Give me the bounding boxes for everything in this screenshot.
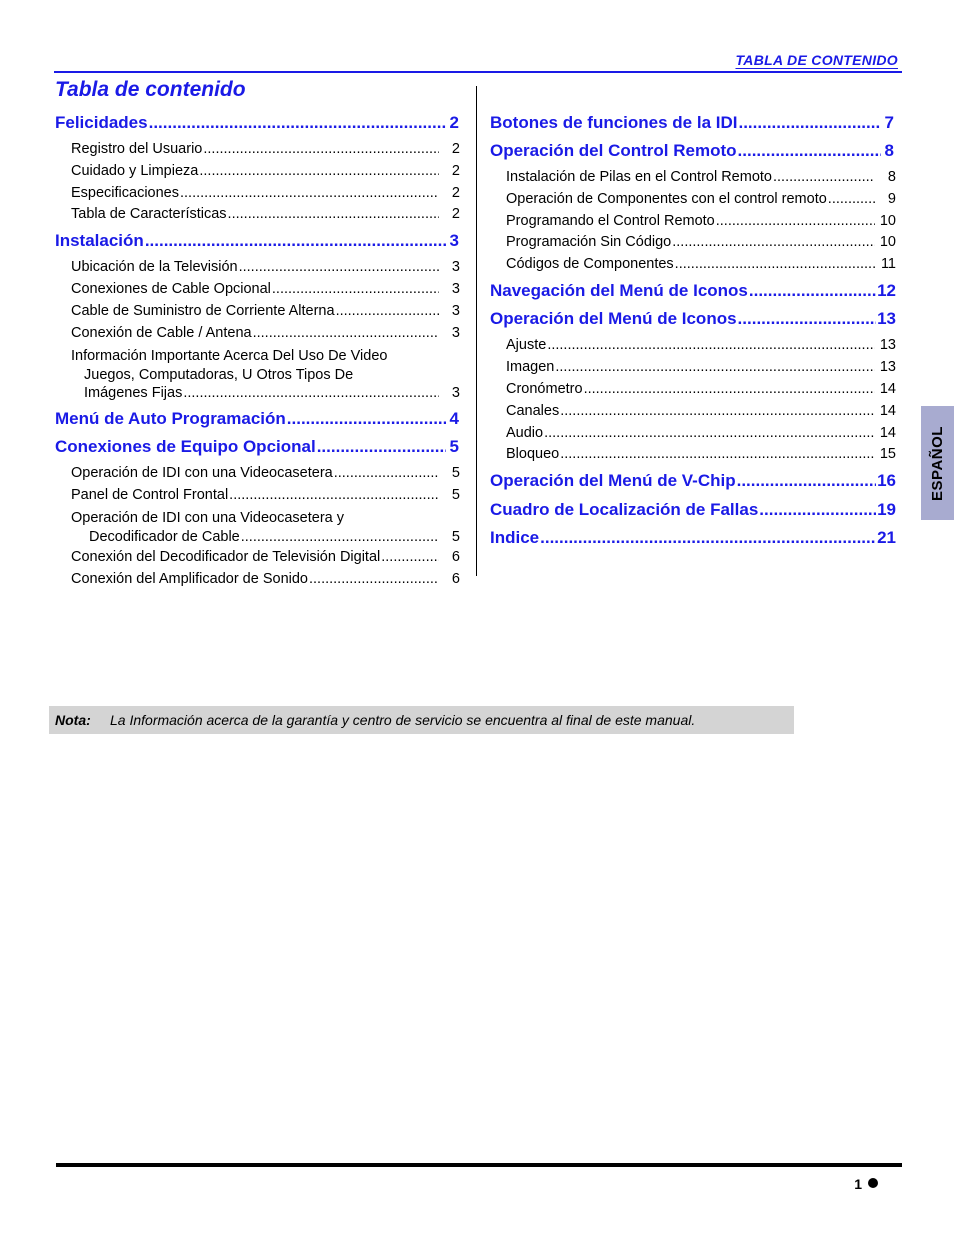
toc-label: Operación del Control Remoto — [490, 141, 737, 160]
bullet-icon — [868, 1178, 878, 1188]
toc-entry-ajuste[interactable] — [506, 337, 896, 357]
leader-dots — [759, 500, 876, 520]
toc-label: Botones de funciones de la IDI — [490, 113, 738, 132]
leader-dots — [540, 528, 876, 548]
toc-page: 5 — [449, 437, 459, 456]
toc-page: 14 — [879, 381, 896, 397]
toc-entry-instalacion[interactable] — [55, 231, 459, 253]
note-text: La Información acerca de la garantía y centro de servicio se encuentra al final de este manual. — [110, 712, 696, 728]
toc-page: 3 — [449, 231, 459, 250]
toc-entry-decodificador[interactable] — [71, 549, 460, 569]
toc-page: 3 — [451, 385, 460, 401]
toc-entry-idi-video-deco[interactable] — [71, 509, 460, 546]
toc-label: Tabla de Características — [71, 206, 227, 222]
toc-page: 8 — [887, 169, 896, 185]
toc-entry-navegacion[interactable] — [490, 281, 896, 303]
toc-entry-conexiones-equipo[interactable] — [55, 437, 459, 459]
toc-label: Cronómetro — [506, 381, 583, 397]
toc-entry-tabla-caracteristicas[interactable] — [71, 206, 460, 226]
toc-page: 6 — [451, 549, 460, 565]
leader-dots — [183, 384, 439, 403]
toc-entry-vchip[interactable] — [490, 471, 896, 493]
toc-page: 2 — [449, 113, 459, 132]
toc-label: Indice — [490, 528, 540, 547]
toc-entry-componentes[interactable] — [506, 191, 896, 211]
toc-entry-sin-codigo[interactable] — [506, 234, 896, 254]
toc-page: 5 — [451, 528, 460, 545]
toc-label: Operación del Menú de V-Chip — [490, 471, 736, 490]
leader-dots — [555, 359, 875, 375]
leader-dots — [309, 571, 439, 587]
toc-entry-pilas[interactable] — [506, 169, 896, 189]
toc-label: Cable de Suministro de Corriente Alterna — [71, 303, 335, 319]
leader-dots — [716, 213, 875, 229]
leader-dots — [180, 185, 439, 201]
toc-label-line: Imágenes Fijas — [84, 385, 183, 401]
toc-label: Cuadro de Localización de Fallas — [490, 500, 759, 519]
toc-label: Operación de Componentes con el control remoto — [506, 191, 827, 207]
toc-label: Códigos de Componentes — [506, 256, 674, 272]
toc-page: 9 — [887, 191, 896, 207]
toc-page: 13 — [877, 309, 896, 328]
toc-page: 3 — [451, 281, 460, 297]
toc-label: Cuidado y Limpieza — [71, 163, 199, 179]
leader-dots — [560, 403, 875, 419]
leader-dots — [737, 471, 876, 491]
leader-dots — [199, 163, 439, 179]
toc-entry-operacion-menu[interactable] — [490, 309, 896, 331]
leader-dots — [145, 231, 446, 251]
toc-entry-imagen[interactable] — [506, 359, 896, 379]
leader-dots — [381, 549, 439, 565]
leader-dots — [584, 381, 875, 397]
toc-label: Navegación del Menú de Iconos — [490, 281, 748, 300]
toc-label: Ajuste — [506, 337, 547, 353]
toc-page: 3 — [451, 303, 460, 319]
toc-page: 19 — [877, 500, 896, 519]
toc-page: 13 — [879, 359, 896, 375]
toc-entry-botones[interactable] — [490, 113, 894, 135]
leader-dots — [738, 141, 881, 161]
toc-label: Instalación — [55, 231, 144, 250]
toc-label-last-line — [71, 384, 460, 403]
toc-page: 10 — [879, 213, 896, 229]
leader-dots — [672, 234, 875, 250]
header-rule — [54, 71, 902, 73]
toc-label: Audio — [506, 425, 544, 441]
toc-page: 6 — [451, 571, 460, 587]
toc-page: 12 — [877, 281, 896, 300]
toc-entry-info-importante[interactable] — [71, 347, 460, 403]
toc-entry-conexion-antena[interactable] — [71, 325, 460, 345]
toc-page: 2 — [451, 185, 460, 201]
leader-dots — [149, 113, 446, 133]
leader-dots — [239, 259, 439, 275]
toc-entry-canales[interactable] — [506, 403, 896, 423]
toc-label: Registro del Usuario — [71, 141, 203, 157]
leader-dots — [203, 141, 439, 157]
toc-label: Bloqueo — [506, 446, 560, 462]
toc-entry-bloqueo[interactable] — [506, 446, 896, 466]
toc-label: Operación de IDI con una Videocasetera — [71, 465, 333, 481]
toc-page: 16 — [877, 471, 896, 490]
toc-label: Panel de Control Frontal — [71, 487, 229, 503]
leader-dots — [547, 337, 875, 353]
toc-entry-ubicacion[interactable] — [71, 259, 460, 279]
leader-dots — [336, 303, 439, 319]
toc-label: Imagen — [506, 359, 555, 375]
toc-label-line: Operación de IDI con una Videocasetera y — [71, 510, 344, 526]
toc-label-line: Información Importante Acerca Del Uso De Video — [71, 348, 388, 364]
leader-dots — [675, 256, 875, 272]
toc-entry-idi-videocasetera[interactable] — [71, 465, 460, 485]
toc-page: 2 — [451, 163, 460, 179]
leader-dots — [749, 281, 876, 301]
toc-page: 21 — [877, 528, 896, 547]
toc-label: Instalación de Pilas en el Control Remoto — [506, 169, 772, 185]
leader-dots — [773, 169, 875, 185]
leader-dots — [738, 113, 881, 133]
toc-label: Conexiones de Equipo Opcional — [55, 437, 316, 456]
toc-entry-conexiones-cable[interactable] — [71, 281, 460, 301]
toc-label: Programando el Control Remoto — [506, 213, 715, 229]
leader-dots — [544, 425, 875, 441]
leader-dots — [560, 446, 875, 462]
toc-page: 11 — [880, 256, 896, 272]
page-number: 1 — [854, 1176, 862, 1192]
toc-page: 5 — [451, 465, 460, 481]
leader-dots — [253, 325, 439, 341]
toc-entry-cable-suministro[interactable] — [71, 303, 460, 323]
toc-entry-especificaciones[interactable] — [71, 185, 460, 205]
toc-entry-menu-auto[interactable] — [55, 409, 459, 431]
toc-entry-cuidado[interactable] — [71, 163, 460, 183]
toc-entry-control-remoto[interactable] — [490, 141, 894, 163]
toc-page: 2 — [451, 141, 460, 157]
toc-page: 14 — [879, 425, 896, 441]
toc-entry-amplificador[interactable] — [71, 571, 460, 591]
language-tab-label: ESPAÑOL — [929, 425, 946, 501]
toc-label-last-line — [71, 528, 460, 547]
toc-entry-panel-control[interactable] — [71, 487, 460, 507]
toc-page: 5 — [451, 487, 460, 503]
toc-label: Conexión del Amplificador de Sonido — [71, 571, 308, 587]
toc-page: 15 — [879, 446, 896, 462]
toc-label: Operación del Menú de Iconos — [490, 309, 737, 328]
toc-label: Conexión de Cable / Antena — [71, 325, 252, 341]
toc-page: 7 — [884, 113, 894, 132]
toc-label: Canales — [506, 403, 560, 419]
toc-page: 4 — [449, 409, 459, 428]
page-title: Tabla de contenido — [55, 78, 246, 101]
leader-dots — [287, 409, 446, 429]
leader-dots — [228, 206, 439, 222]
footer-rule — [56, 1163, 902, 1167]
toc-label: Menú de Auto Programación — [55, 409, 286, 428]
leader-dots — [828, 191, 875, 207]
toc-entry-felicidades[interactable] — [55, 113, 459, 135]
toc-page: 13 — [879, 337, 896, 353]
toc-label: Conexión del Decodificador de Televisión Digital — [71, 549, 381, 565]
toc-label: Especificaciones — [71, 185, 179, 201]
toc-entry-registro[interactable] — [71, 141, 460, 161]
leader-dots — [272, 281, 439, 297]
leader-dots — [241, 528, 439, 547]
toc-page: 2 — [451, 206, 460, 222]
toc-entry-codigos[interactable] — [506, 256, 896, 276]
column-divider — [476, 86, 477, 576]
toc-entry-audio[interactable] — [506, 425, 896, 445]
note-box — [49, 706, 794, 734]
toc-entry-indice[interactable] — [490, 528, 896, 550]
toc-entry-cronometro[interactable] — [506, 381, 896, 401]
toc-page: 3 — [451, 325, 460, 341]
toc-entry-programando[interactable] — [506, 213, 896, 233]
toc-label-line: Decodificador de Cable — [89, 528, 240, 545]
language-tab — [921, 406, 954, 520]
toc-label-line: Juegos, Computadoras, U Otros Tipos De — [84, 366, 354, 383]
running-header: TABLA DE CONTENIDO — [735, 52, 898, 68]
toc-label: Felicidades — [55, 113, 148, 132]
toc-page: 10 — [879, 234, 896, 250]
toc-label: Conexiones de Cable Opcional — [71, 281, 271, 297]
toc-label: Ubicación de la Televisión — [71, 259, 238, 275]
note-label: Nota: — [55, 712, 91, 728]
leader-dots — [229, 487, 439, 503]
leader-dots — [317, 437, 446, 457]
toc-entry-fallas[interactable] — [490, 500, 896, 522]
toc-label: Programación Sin Código — [506, 234, 672, 250]
toc-page: 8 — [884, 141, 894, 160]
toc-page: 14 — [879, 403, 896, 419]
leader-dots — [738, 309, 877, 329]
leader-dots — [334, 465, 439, 481]
toc-page: 3 — [451, 259, 460, 275]
